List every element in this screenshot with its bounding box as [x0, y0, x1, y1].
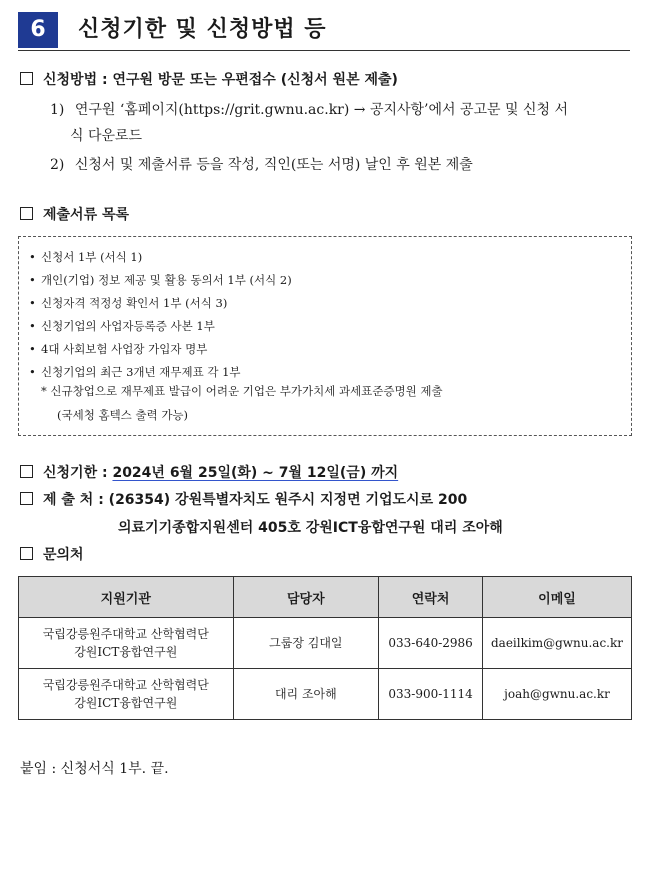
email-cell: daeilkim@gwnu.ac.kr: [483, 618, 632, 669]
step-text: 연구원 ‘홈페이지(https://grit.gwnu.ac.kr) → 공지사항’에서 공고문 및 신청 서: [74, 102, 569, 118]
list-item: • 신청기업의 최근 3개년 재무제표 각 1부: [29, 365, 241, 379]
checkbox-square-icon: [20, 465, 33, 478]
inquiry-heading: 문의처: [43, 547, 84, 563]
method-heading: 신청방법 : 연구원 방문 또는 우편접수 (신청서 원본 제출): [43, 72, 398, 88]
phone-cell: 033-900-1114: [379, 669, 483, 720]
checkbox-square-icon: [20, 207, 33, 220]
documents-note-cont: (국세청 홈텍스 출력 가능): [57, 408, 189, 422]
column-header: 지원기관: [19, 577, 234, 618]
submit-address-line2: 의료기기종합지원센터 405호 강원ICT융합연구원 대리 조아해: [118, 520, 503, 536]
documents-heading-row: [20, 205, 129, 225]
org-cell: 국립강릉원주대학교 산학협력단 강원ICT융합연구원: [19, 618, 234, 669]
section-title: 신청기한 및 신청방법 등: [78, 17, 327, 42]
list-item: • 4대 사회보험 사업장 가입자 명부: [29, 342, 208, 356]
email-cell: joah@gwnu.ac.kr: [483, 669, 632, 720]
person-cell: 그룹장 김대일: [233, 618, 379, 669]
inquiry-heading-row: [20, 545, 84, 565]
method-step-1-cont: 식 다운로드: [70, 128, 143, 144]
submit-row: [20, 490, 467, 510]
step-text: 신청서 및 제출서류 등을 작성, 직인(또는 서명) 날인 후 원본 제출: [74, 157, 473, 173]
contact-table: [18, 576, 632, 720]
submit-address: (26354) 강원특별자치도 원주시 지정면 기업도시로 200: [108, 492, 468, 508]
method-heading-row: [20, 70, 398, 90]
submit-label: 제 출 처 :: [43, 492, 109, 508]
phone-cell: 033-640-2986: [379, 618, 483, 669]
list-item: • 신청기업의 사업자등록증 사본 1부: [29, 319, 215, 333]
deadline-row: [20, 463, 398, 483]
method-step-2: [50, 155, 473, 175]
closing-note: 붙임 : 신청서식 1부. 끝.: [20, 761, 169, 777]
org-cell: 국립강릉원주대학교 산학협력단 강원ICT융합연구원: [19, 669, 234, 720]
checkbox-square-icon: [20, 547, 33, 560]
documents-heading: 제출서류 목록: [43, 207, 130, 223]
list-item: • 신청서 1부 (서식 1): [29, 250, 143, 264]
documents-note: * 신규창업으로 재무제표 발급이 어려운 기업은 부가가치세 과세표준증명원 제출: [41, 384, 443, 398]
column-header: 이메일: [483, 577, 632, 618]
section-header: [18, 10, 630, 51]
deadline-value: 2024년 6월 25일(화) ~ 7월 12일(금) 까지: [112, 465, 399, 481]
deadline-label: 신청기한 :: [43, 465, 113, 481]
person-cell: 대리 조아해: [233, 669, 379, 720]
step-number: 2): [50, 157, 65, 173]
list-item: • 개인(기업) 정보 제공 및 활용 동의서 1부 (서식 2): [29, 273, 292, 287]
table-row: [19, 618, 632, 669]
table-header-row: [19, 577, 632, 618]
checkbox-square-icon: [20, 492, 33, 505]
method-step-1: [50, 100, 568, 120]
section-number-badge: 6: [18, 12, 58, 48]
documents-box: [18, 236, 632, 436]
column-header: 연락처: [379, 577, 483, 618]
step-number: 1): [50, 102, 65, 118]
checkbox-square-icon: [20, 72, 33, 85]
table-row: [19, 669, 632, 720]
column-header: 담당자: [233, 577, 379, 618]
list-item: • 신청자격 적정성 확인서 1부 (서식 3): [29, 296, 228, 310]
